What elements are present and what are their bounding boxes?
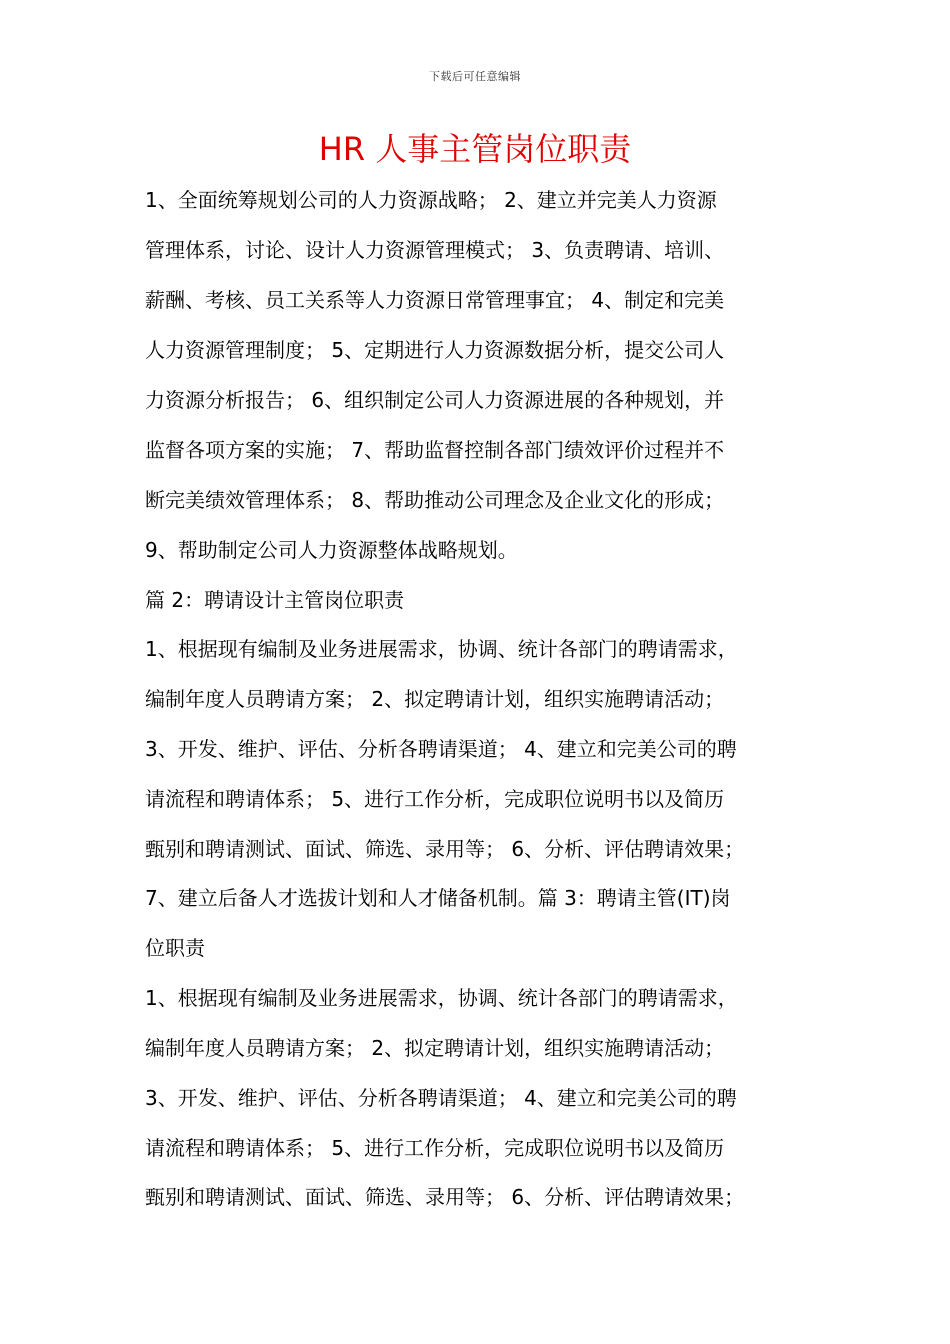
body-line: 3、开发、维护、评估、分析各聘请渠道； 4、建立和完美公司的聘 (145, 737, 737, 761)
body-line: 薪酬、考核、员工关系等人力资源日常管理事宜； 4、制定和完美 (145, 288, 725, 312)
body-line: 1、根据现有编制及业务进展需求，协调、统计各部门的聘请需求， (145, 986, 738, 1010)
body-line: 请流程和聘请体系； 5、进行工作分析，完成职位说明书以及简历 (145, 1136, 725, 1160)
document-title: HR 人事主管岗位职责 (318, 130, 632, 168)
section-heading: 篇 2：聘请设计主管岗位职责 (145, 588, 405, 612)
header-note: 下载后可任意编辑 (429, 70, 521, 83)
body-line: 断完美绩效管理体系； 8、帮助推动公司理念及企业文化的形成； (145, 488, 725, 512)
body-line: 管理体系，讨论、设计人力资源管理模式； 3、负责聘请、培训、 (145, 238, 725, 262)
body-line: 1、根据现有编制及业务进展需求，协调、统计各部门的聘请需求， (145, 637, 738, 661)
body-line: 甄别和聘请测试、面试、筛选、录用等； 6、分析、评估聘请效果； (145, 837, 745, 861)
body-line: 编制年度人员聘请方案； 2、拟定聘请计划，组织实施聘请活动； (145, 1036, 725, 1060)
body-line: 9、帮助制定公司人力资源整体战略规划。 (145, 538, 518, 562)
body-line: 3、开发、维护、评估、分析各聘请渠道； 4、建立和完美公司的聘 (145, 1086, 737, 1110)
body-line: 力资源分析报告； 6、组织制定公司人力资源进展的各种规划，并 (145, 388, 725, 412)
body-line: 位职责 (145, 936, 205, 960)
body-line: 7、建立后备人才选拔计划和人才储备机制。篇 3：聘请主管(IT)岗 (145, 886, 731, 910)
body-line: 人力资源管理制度； 5、定期进行人力资源数据分析，提交公司人 (145, 338, 725, 362)
body-line: 1、全面统筹规划公司的人力资源战略； 2、建立并完美人力资源 (145, 188, 717, 212)
body-line: 甄别和聘请测试、面试、筛选、录用等； 6、分析、评估聘请效果； (145, 1185, 745, 1209)
body-line: 编制年度人员聘请方案； 2、拟定聘请计划，组织实施聘请活动； (145, 687, 725, 711)
body-line: 监督各项方案的实施； 7、帮助监督控制各部门绩效评价过程并不 (145, 438, 725, 462)
body-line: 请流程和聘请体系； 5、进行工作分析，完成职位说明书以及简历 (145, 787, 725, 811)
